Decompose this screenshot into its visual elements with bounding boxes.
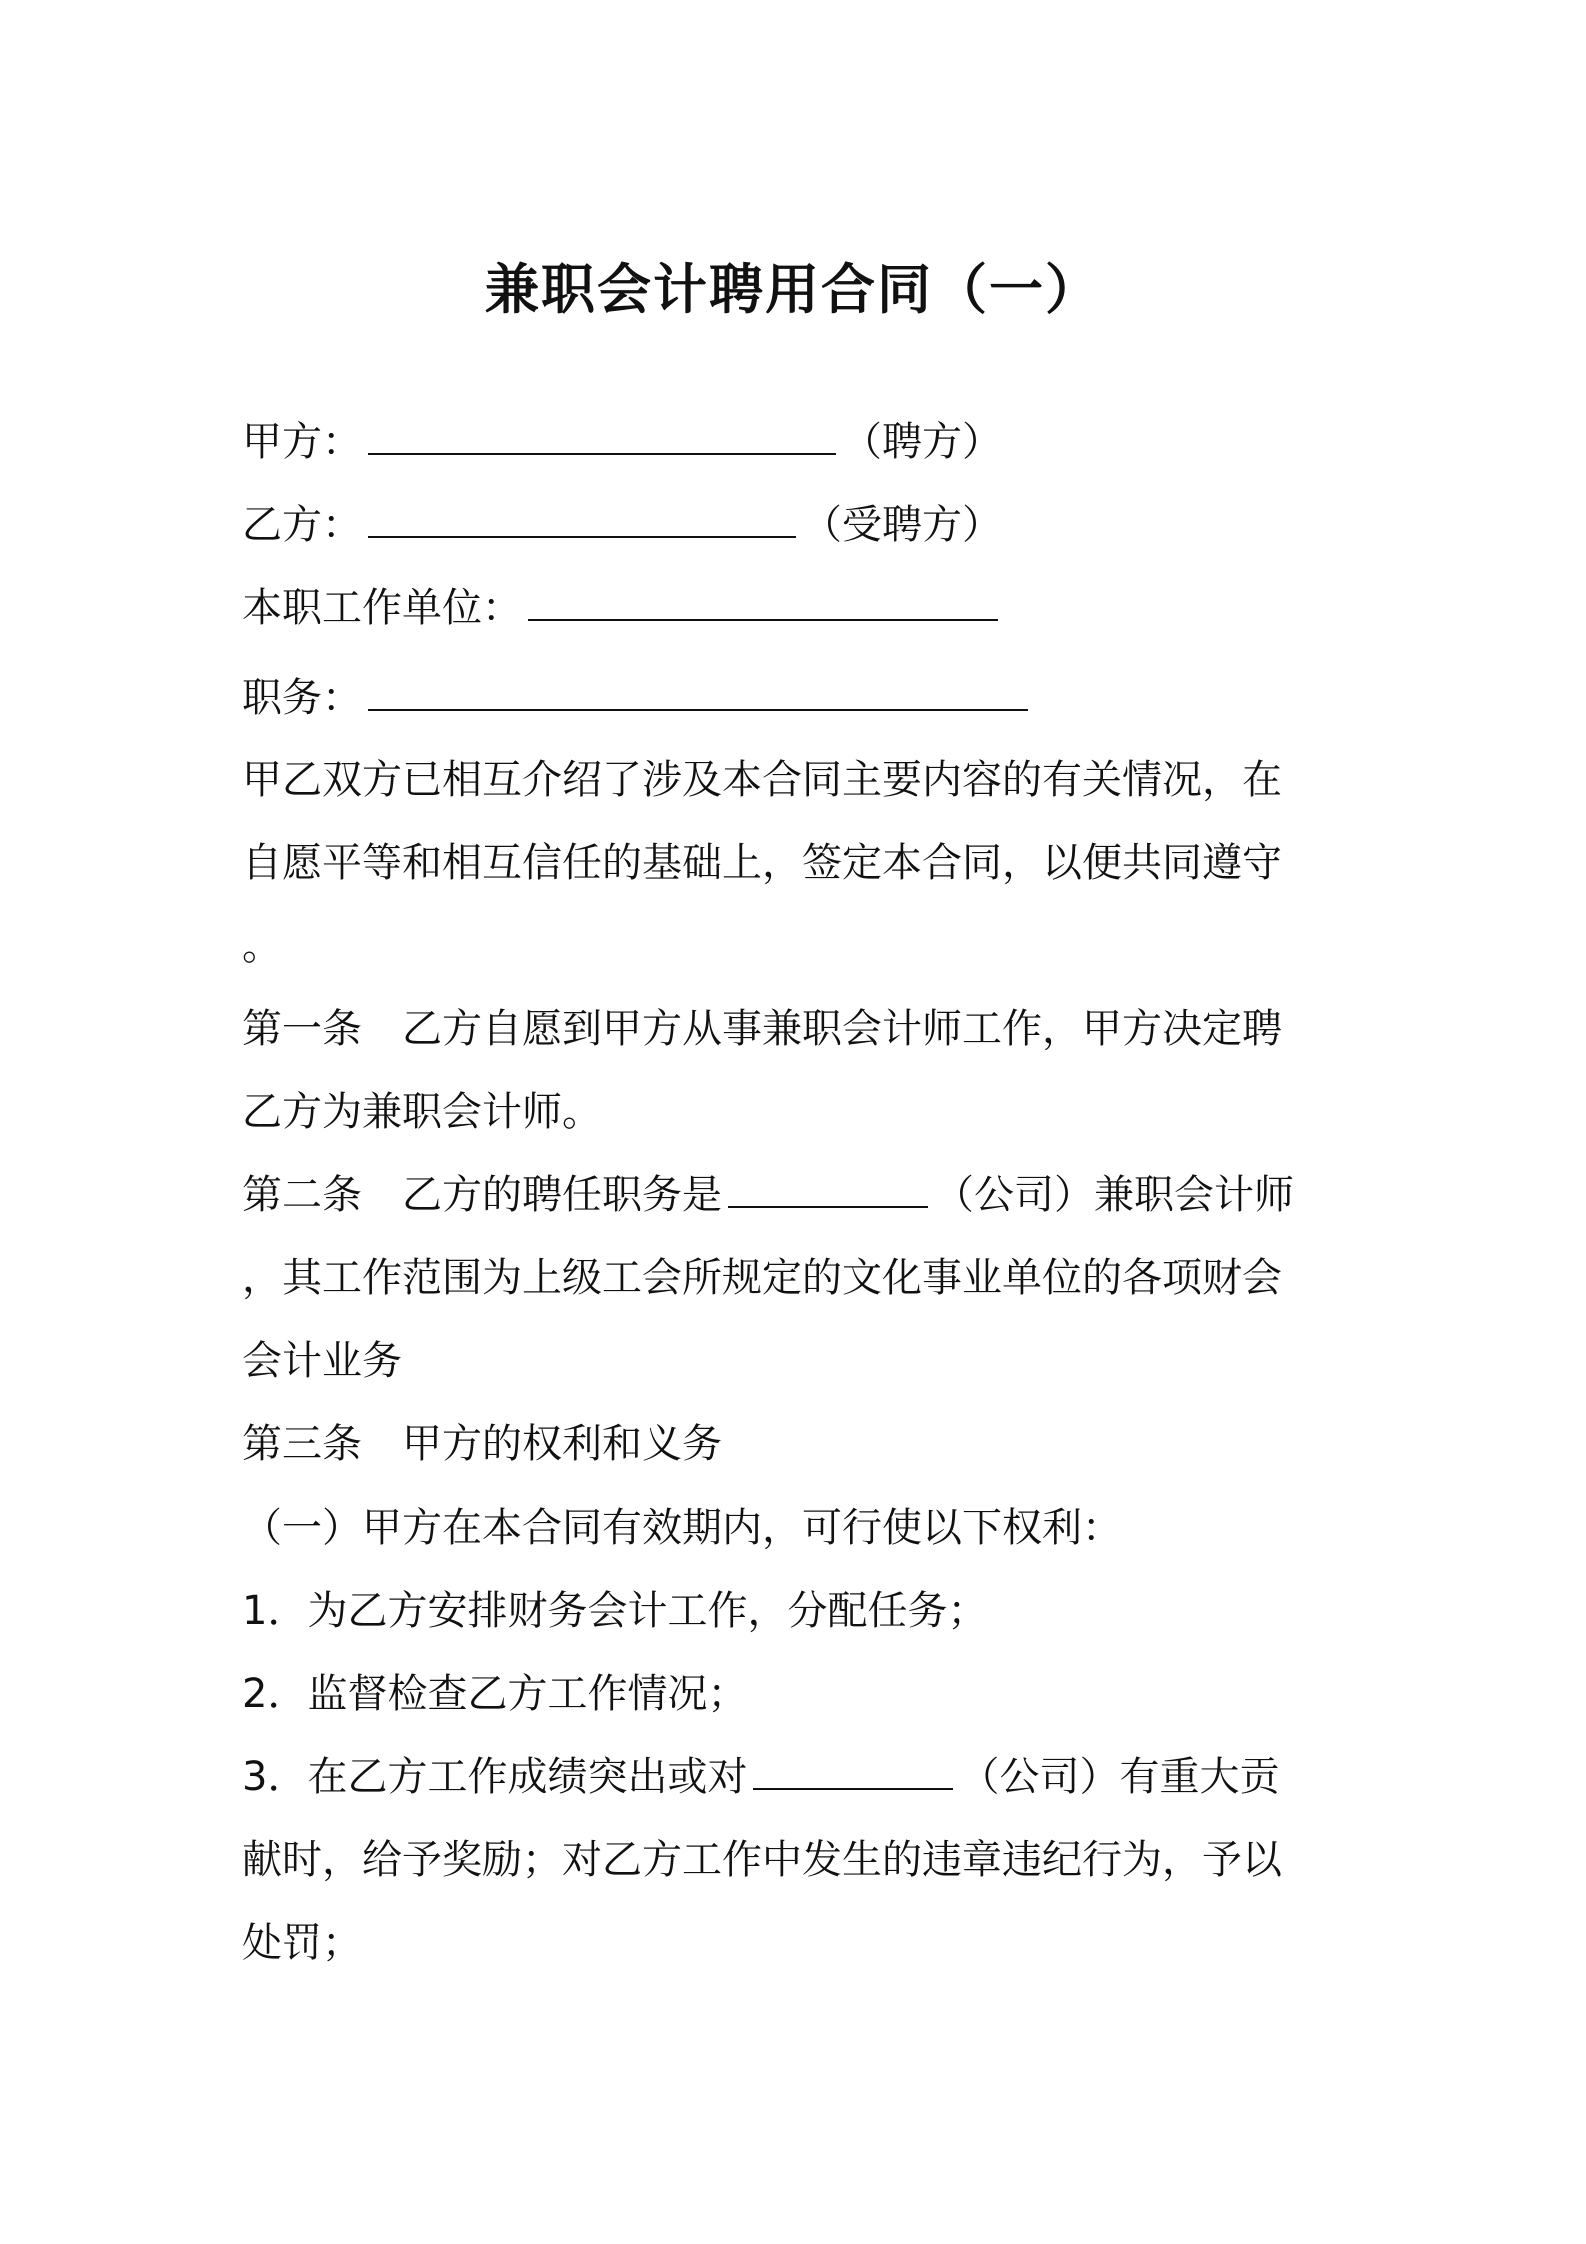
- intro-line-2: 自愿平等和相互信任的基础上，签定本合同，以便共同遵守: [242, 840, 1282, 886]
- party-a-label: 甲方：: [242, 419, 362, 465]
- employer-label: 本职工作单位：: [242, 585, 522, 631]
- party-b-blank: [368, 504, 796, 538]
- position-line: [242, 670, 1362, 726]
- position-blank: [368, 677, 1028, 711]
- article2-prefix: 第二条 乙方的聘任职务是: [242, 1172, 722, 1218]
- article3-heading: 第三条 甲方的权利和义务: [242, 1421, 722, 1467]
- article2-line-3: 会计业务: [242, 1338, 402, 1384]
- article3-sub1: （一）甲方在本合同有效期内，可行使以下权利：: [242, 1505, 1122, 1551]
- article3-item3-prefix: 3．在乙方工作成绩突出或对: [242, 1754, 748, 1800]
- position-label: 职务：: [242, 675, 362, 721]
- article2-blank: [728, 1174, 928, 1208]
- employer-line: [242, 580, 1362, 636]
- document-title: 兼职会计聘用合同（一）: [485, 258, 1101, 321]
- article3-item1: 1．为乙方安排财务会计工作，分配任务；: [242, 1588, 988, 1634]
- article3-item3-suffix: （公司）有重大贡: [959, 1754, 1280, 1800]
- article3-item3-blank: [753, 1756, 953, 1790]
- article3-item3-line-3: 处罚；: [242, 1920, 362, 1966]
- intro-line-3: 。: [242, 923, 282, 969]
- party-a-blank: [368, 421, 836, 455]
- article2-line-2: ，其工作范围为上级工会所规定的文化事业单位的各项财会: [242, 1255, 1282, 1301]
- article1-line-2: 乙方为兼职会计师。: [242, 1089, 602, 1135]
- article2-suffix: （公司）兼职会计师: [934, 1172, 1294, 1218]
- article3-item3-line-2: 献时，给予奖励；对乙方工作中发生的违章违纪行为，予以: [242, 1837, 1282, 1883]
- party-a-suffix: （聘方）: [842, 419, 1002, 465]
- employer-blank: [528, 587, 998, 621]
- article2-line-1: [242, 1167, 1362, 1223]
- article3-item2: 2．监督检查乙方工作情况；: [242, 1671, 748, 1717]
- article1-line-1: 第一条 乙方自愿到甲方从事兼职会计师工作，甲方决定聘: [242, 1006, 1282, 1052]
- party-b-suffix: （受聘方）: [802, 502, 1002, 548]
- party-a-line: [242, 414, 1362, 470]
- intro-line-1: 甲乙双方已相互介绍了涉及本合同主要内容的有关情况，在: [242, 757, 1282, 803]
- party-b-line: [242, 497, 1362, 553]
- article3-item3-line-1: [242, 1749, 1362, 1805]
- party-b-label: 乙方：: [242, 502, 362, 548]
